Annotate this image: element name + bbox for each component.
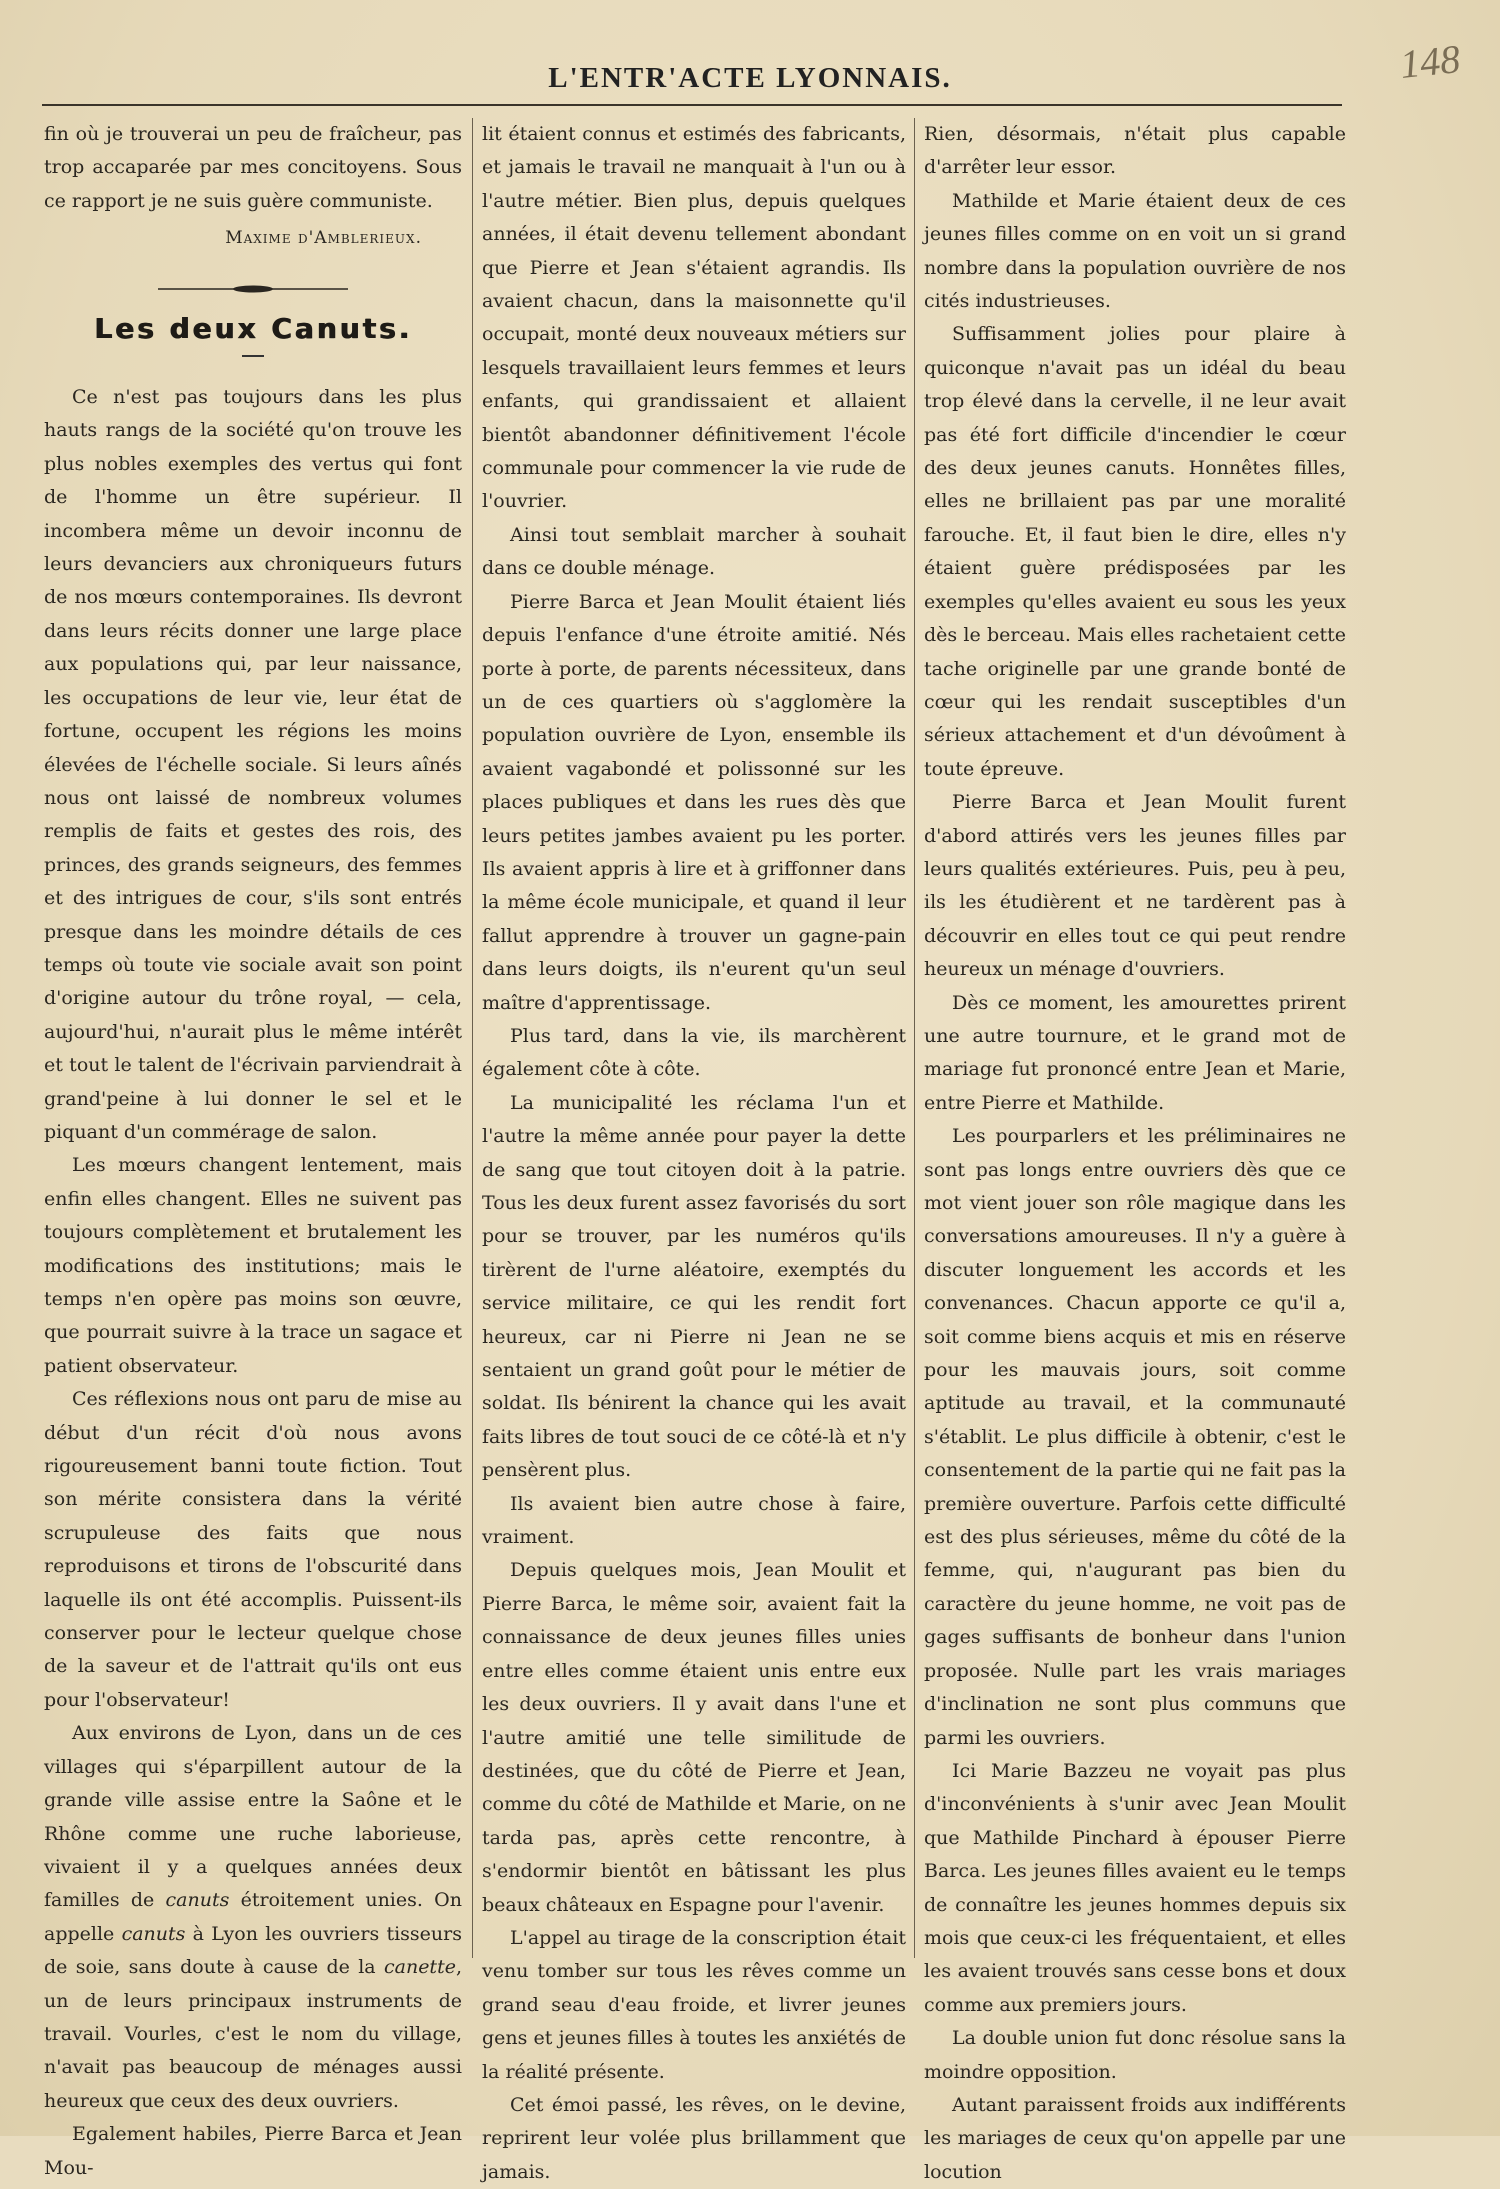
paragraph: Ces réflexions nous ont paru de mise au début d'un récit d'où nous avons rigoureusement banni toute fiction. Tout son mérite consistera dans la vérité scrupuleuse des faits que nous reproduisons et tirons de l'obscurité dans laquelle ils ont été accomplis. Puissent-ils conserver pour le lecteur quelque chose de la saveur et de l'attrait qu'ils ont eus pour l'observateur!: [44, 1388, 462, 1711]
italic-term: canuts: [165, 1889, 230, 1912]
paragraph: Les mœurs changent lentement, mais enfin elles changent. Elles ne suivent pas toujours complètement et brutalement les modifications des institutions; mais le temps n'en opère pas moins son œuvre, que pourrait suivre à la trace un sagace et patient observateur.: [44, 1154, 462, 1377]
italic-term: canette: [383, 1956, 456, 1979]
paragraph: Les pourparlers et les préliminaires ne sont pas longs entre ouvriers dès que ce mot vient jouer son rôle magique dans les conversations amoureuses. Il n'y a guère à discuter longuement les accords et les convenances. Chacun apporte ce qu'il a, soit comme biens acquis et mis en réserve pour les mauvais jours, soit comme aptitude au travail, et la communauté s'établit. Le plus difficile à obtenir, c'est le consentement de la partie qui ne fait pas la première ouverture. Parfois cette difficulté est des plus sérieuses, même du côté de la femme, qui, n'augurant pas bien du caractère du jeune homme, ne voit pas de gages suffisants de bonheur dans l'union proposée. Nulle part les vrais mariages d'inclination ne sont plus communs que parmi les ouvriers.: [924, 1125, 1346, 1749]
paragraph: Ainsi tout semblait marcher à souhait dans ce double ménage.: [482, 523, 906, 580]
paragraph: Suffisamment jolies pour plaire à quiconque n'avait pas un idéal du beau trop élevé dans la cervelle, il ne leur avait pas été fort difficile d'incendier le cœur des deux jeunes canuts. Honnêtes filles, elles ne brillaient pas par une moralité farouche. Et, il faut bien le dire, elles n'y étaient guère prédisposées par les exemples qu'elles avaient eu sous les yeux dès le berceau. Mais elles rachetaient cette tache originelle par une grande bonté de cœur qui les rendait susceptibles d'un sérieux attachement et d'un dévoûment à toute épreuve.: [924, 323, 1346, 780]
paragraph: Cet émoi passé, les rêves, on le devine, reprirent leur volée plus brillamment que jamais.: [482, 2093, 906, 2183]
paragraph: Plus tard, dans la vie, ils marchèrent également côte à côte.: [482, 1024, 906, 1081]
text-column-2: [482, 118, 906, 2183]
paragraph: La municipalité les réclama l'un et l'autre la même année pour payer la dette de sang que tout citoyen doit à la patrie. Tous les deux furent assez favorisés du sort pour se trouver, par les numéros qu'ils tirèrent de l'urne aléatoire, exemptés du service militaire, ce qui les rendit fort heureux, car ni Pierre ni Jean ne se sentaient un grand goût pour le métier de soldat. Ils bénirent la chance qui les avait faits libres de tout souci de ce côté-là et n'y pensèrent plus.: [482, 1091, 906, 1482]
paragraph: Egalement habiles, Pierre Barca et Jean Mou-: [44, 2123, 462, 2179]
column-divider: [914, 118, 915, 1958]
paragraph: Pierre Barca et Jean Moulit étaient liés depuis l'enfance d'une étroite amitié. Nés porte à porte, de parents nécessiteux, dans un de ces quartiers où s'agglomère la population ouvrière de Lyon, ensemble ils avaient vagabondé et polissonné sur les places publiques et dans les rues dès que leurs petites jambes avaient pu les porter. Ils avaient appris à lire et à griffonner dans la même école municipale, et quand il leur fallut apprendre à trouver un gagne-pain dans leurs doigts, ils n'eurent qu'un seul maître d'apprentissage.: [482, 590, 906, 1014]
paragraph: Aux environs de Lyon, dans un de ces villages qui s'éparpillent autour de la grande ville assise entre la Saône et le Rhône comme une ruche laborieuse, vivaient il y a quelques années deux familles de canuts étroitement unies. On appelle canuts à Lyon les ouvriers tisseurs de soie, sans doute à cause de la canette, un de leurs principaux instruments de travail. Vourles, c'est le nom du village, n'avait pas beaucoup de ménages aussi heureux que ceux des deux ouvriers.: [44, 1722, 462, 2112]
paragraph: Depuis quelques mois, Jean Moulit et Pierre Barca, le même soir, avaient fait la connaissance de deux jeunes filles unies entre elles comme étaient unis entre eux les deux ouvriers. Il y avait dans l'une et l'autre amitié une telle similitude de destinées, que du côté de Pierre et Jean, comme du côté de Mathilde et Marie, on ne tarda pas, après cette rencontre, à s'endormir bientôt en bâtissant les plus beaux châteaux en Espagne pour l'avenir.: [482, 1559, 906, 1916]
paragraph: Ce n'est pas toujours dans les plus hauts rangs de la société qu'on trouve les plus nobles exemples des vertus qui font de l'homme un être supérieur. Il incombera même un devoir inconnu de leurs devanciers aux chroniqueurs futurs de nos mœurs contemporaines. Ils devront dans leurs récits donner une large place aux populations qui, par leur naissance, les occupations de leur vie, leur état de fortune, occupent les régions les moins élevées de l'échelle sociale. Si leurs aînés nous ont laissé de nombreux volumes remplis de faits et gestes des rois, des princes, des grands seigneurs, des femmes et des intrigues de cour, s'ils sont entrés presque dans les moindre détails de ces temps où toute vie sociale avait son point d'origine autour du trône royal, — cela, aujourd'hui, n'aurait plus le même intérêt et tout le talent de l'écrivain parviendrait à grand'peine à lui donner le sel et le piquant d'un commérage de salon.: [44, 386, 462, 1143]
paragraph: Dès ce moment, les amourettes prirent une autre tournure, et le grand mot de mariage fut prononcé entre Jean et Marie, entre Pierre et Mathilde.: [924, 991, 1346, 1114]
handwritten-folio-number: 148: [1397, 35, 1463, 88]
text-column-1: [44, 118, 462, 2179]
paragraph: Mathilde et Marie étaient deux de ces jeunes filles comme on en voit un si grand nombre dans la population ouvrière de nos cités industrieuses.: [924, 189, 1346, 313]
author-signature: Maxime d'Amblerieux.: [225, 228, 422, 249]
paragraph: L'appel au tirage de la conscription était venu tomber sur tous les rêves comme un grand seau d'eau froide, et livrer jeunes gens et jeunes filles à toutes les anxiétés de la réalité présente.: [482, 1926, 906, 2083]
italic-term: canuts: [121, 1922, 186, 1945]
paragraph: Pierre Barca et Jean Moulit furent d'abord attirés vers les jeunes filles par leurs qualités extérieures. Puis, peu à peu, ils les étudièrent et ne tardèrent pas à découvrir en elles tout ce qui peut rendre heureux un ménage d'ouvriers.: [924, 791, 1346, 981]
text-column-3: [924, 118, 1346, 2183]
column-divider: [472, 118, 473, 1958]
paragraph: Rien, désormais, n'était plus capable d'arrêter leur essor.: [924, 123, 1346, 179]
title-dash: [242, 355, 264, 357]
paragraph: lit étaient connus et estimés des fabricants, et jamais le travail ne manquait à l'un ou à l'autre métier. Bien plus, depuis quelques années, il était devenu tellement abondant que Pierre et Jean s'étaient agrandis. Ils avaient chacun, dans la maisonnette qu'il occupait, monté deux nouveaux métiers sur lesquels travaillaient leurs femmes et leurs enfants, qui grandissaient et allaient bientôt abandonner définitivement l'école communale pour commencer la vie rude de l'ouvrier.: [482, 123, 906, 513]
separator-ornament: [158, 282, 348, 296]
header-rule: [42, 104, 1342, 106]
paragraph: Autant paraissent froids aux indifférents les mariages de ceux qu'on appelle par une locution: [924, 2093, 1346, 2183]
article-title: Les deux Canuts.: [93, 311, 413, 345]
newspaper-header: L'ENTR'ACTE LYONNAIS.: [548, 62, 952, 94]
paragraph: fin où je trouverai un peu de fraîcheur, pas trop accaparée par mes concitoyens. Sous ce rapport je ne suis guère communiste.: [44, 123, 462, 212]
paragraph: Ils avaient bien autre chose à faire, vraiment.: [482, 1492, 906, 1549]
paragraph: Ici Marie Bazzeu ne voyait pas plus d'inconvénients à s'unir avec Jean Moulit que Mathilde Pinchard à épouser Pierre Barca. Les jeunes filles avaient eu le temps de connaître les jeunes hommes depuis six mois que ceux-ci les fréquentaient, et elles les avaient trouvés sans cesse bons et doux comme aux premiers jours.: [924, 1759, 1346, 2016]
paragraph: La double union fut donc résolue sans la moindre opposition.: [924, 2027, 1346, 2083]
